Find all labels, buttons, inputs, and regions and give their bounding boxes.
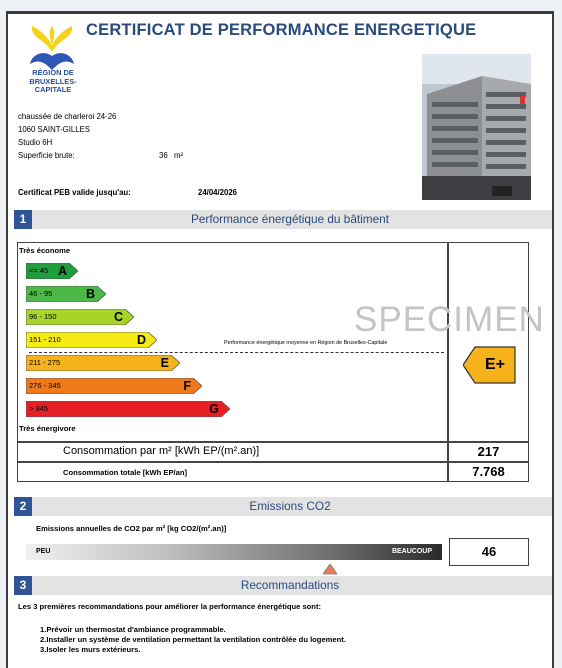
energy-class-letter: G — [209, 402, 219, 416]
energy-class-letter: A — [57, 264, 67, 278]
certificate-page — [6, 11, 554, 668]
section-3-number: 3 — [14, 576, 32, 595]
co2-annual-label: Emissions annuelles de CO2 par m² [kg CO2/(m².an)] — [36, 524, 227, 533]
energy-class-range: 151 - 210 — [29, 335, 61, 344]
rating-value: E+ — [484, 356, 505, 373]
building-photo — [422, 54, 531, 200]
average-label: Performance énergétique moyenne en Région de Bruxelles-Capitale — [224, 340, 388, 346]
section-1-title: Performance énergétique du bâtiment — [190, 212, 390, 226]
section-1-number: 1 — [14, 210, 32, 229]
rating-box — [448, 242, 529, 442]
energy-class-range: > 345 — [29, 404, 48, 413]
recommendation-2: 2.Installer un système de ventilation permettant la ventilation contrôlée du logement. — [40, 635, 346, 644]
address-city: 1060 SAINT-GILLES — [18, 125, 90, 134]
region-line-2: BRUXELLES- — [29, 76, 77, 86]
consumption-m2-label: Consommation par m² [kWh EP/(m².an)] — [63, 445, 260, 457]
address-street: chaussée de charleroi 24-26 — [18, 112, 117, 121]
consumption-m2-value: 217 — [477, 444, 500, 459]
energy-class-range: 46 - 95 — [29, 289, 53, 298]
energy-class-g — [26, 401, 230, 417]
validity-label: Certificat PEB valide jusqu'au: — [18, 188, 131, 197]
energy-class-c — [26, 309, 134, 325]
co2-scale-bar — [26, 544, 442, 560]
region-line-1: RÉGION DE — [32, 68, 74, 77]
area-unit: m² — [174, 151, 184, 160]
average-line — [29, 352, 444, 353]
specimen-watermark: SPECIMEN — [354, 300, 545, 339]
recommendation-1: 1.Prévoir un thermostat d'ambiance programmable. — [40, 625, 226, 634]
co2-marker-triangle — [323, 562, 337, 573]
energy-class-b — [26, 286, 106, 302]
very-energy-intensive-label: Très énergivore — [19, 424, 76, 433]
validity-date: 24/04/2026 — [198, 188, 238, 197]
co2-high-label: BEAUCOUP — [391, 548, 432, 555]
energy-class-range: 276 - 345 — [29, 381, 61, 390]
energy-class-letter: E — [160, 356, 169, 370]
co2-value: 46 — [449, 538, 529, 566]
consumption-total-label: Consommation totale [kWh EP/an] — [63, 468, 188, 477]
energy-class-letter: B — [85, 287, 95, 301]
energy-class-range: <= 45 — [29, 266, 49, 275]
area-label: Superficie brute: — [18, 151, 75, 160]
page-title: CERTIFICAT DE PERFORMANCE ENERGETIQUE — [86, 21, 477, 39]
area-value: 36 — [159, 151, 168, 160]
energy-class-f — [26, 378, 202, 394]
energy-class-a — [26, 263, 78, 279]
energy-class-letter: F — [183, 379, 191, 393]
section-2-title: Emissions CO2 — [249, 499, 331, 513]
energy-class-d — [26, 332, 157, 348]
energy-class-range: 211 - 275 — [29, 358, 61, 367]
region-name — [16, 69, 90, 95]
section-3-title: Recommandations — [240, 578, 340, 592]
co2-low-label: PEU — [36, 548, 51, 555]
region-line-3: CAPITALE — [34, 85, 72, 94]
energy-class-range: 96 - 150 — [29, 312, 57, 321]
recommendation-3: 3.Isoler les murs extérieurs. — [40, 645, 141, 654]
energy-class-e — [26, 355, 180, 371]
energy-class-letter: C — [113, 310, 123, 324]
rating-arrow — [463, 346, 516, 384]
section-2-number: 2 — [14, 497, 32, 516]
energy-class-letter: D — [136, 333, 146, 347]
very-economical-label: Très économe — [19, 246, 71, 255]
address-unit: Studio 6H — [18, 138, 53, 147]
recommendations-intro: Les 3 premières recommandations pour améliorer la performance énergétique sont: — [18, 602, 322, 611]
consumption-total-value: 7.768 — [472, 464, 505, 479]
